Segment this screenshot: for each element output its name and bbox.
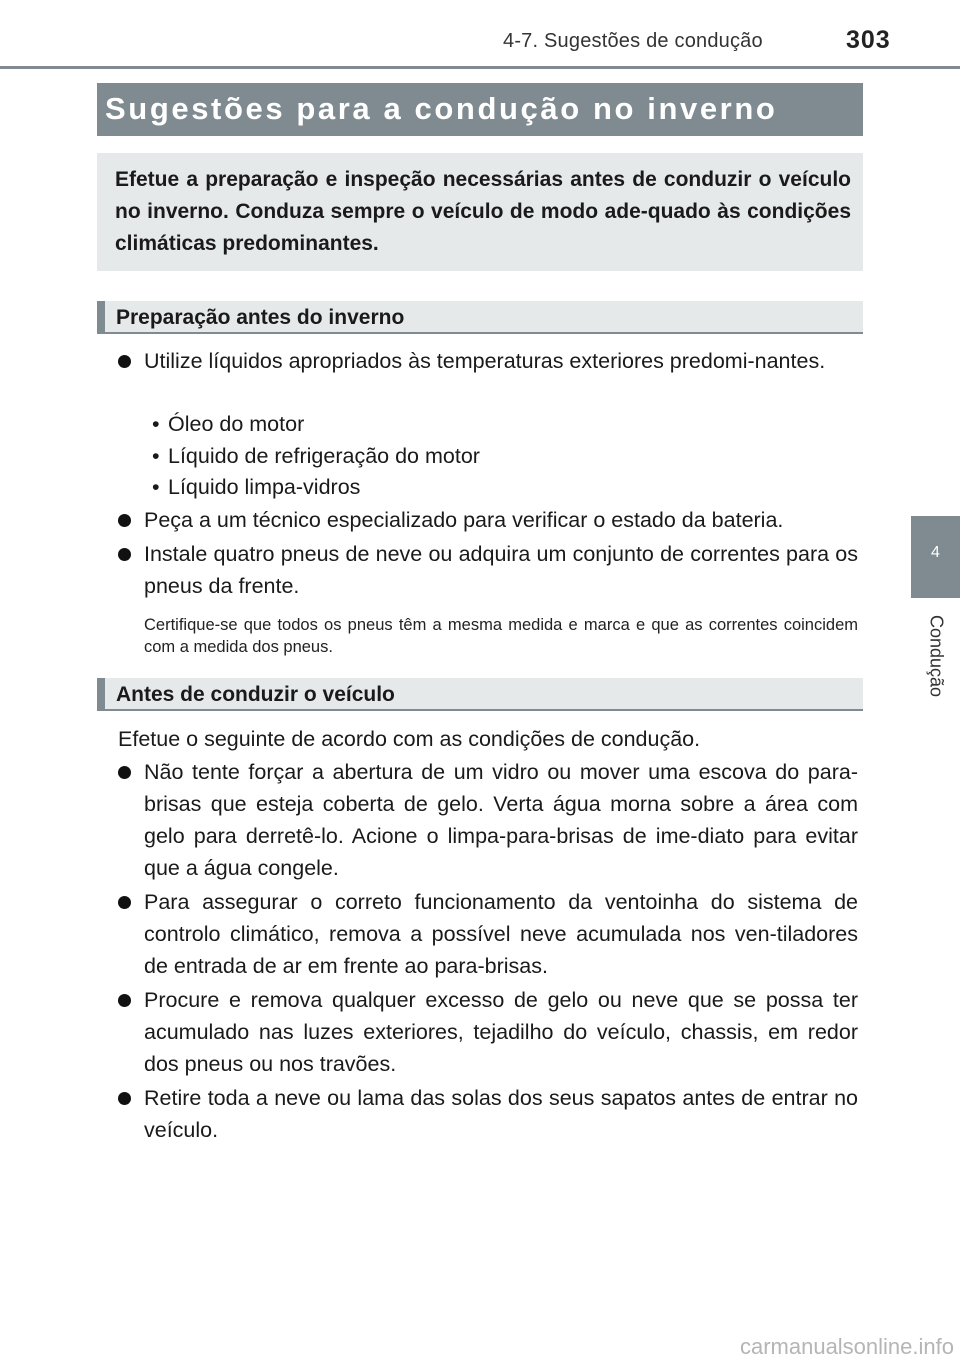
sub-list-item-text: Óleo do motor [168,412,305,436]
section-heading-before-driving [97,678,863,711]
list-item [118,984,858,1080]
watermark: carmanualsonline.info [739,1334,954,1359]
intro-text: Efetue a preparação e inspeção necessárias antes de conduzir o veículo no inverno. Conduza sempre o veículo de modo ade-quado às condições climáticas predominantes. [115,168,851,255]
sub-bullet-icon: • [152,412,160,436]
chapter-tab-number: 4 [931,544,940,561]
chapter-tab[interactable] [911,516,960,598]
list-item [118,886,858,982]
header-section-title: 4-7. Sugestões de condução [503,30,763,52]
sub-list-item [152,471,360,503]
sub-list-item [152,440,480,472]
intro-box [97,153,863,271]
header-rule [0,66,960,69]
list-item-text: Instale quatro pneus de neve ou adquira um conjunto de correntes para os pneus da frente. [144,542,858,598]
list-item [118,504,858,536]
sub-bullet-icon: • [152,444,160,468]
section-heading-preparation [97,301,863,334]
list-item-text: Para assegurar o correto funcionamento da ventoinha do sistema de controlo climático, remova a possível neve acumulada nos ven-tiladores de entrada de ar em frente ao para-brisas. [144,890,858,978]
note-text: Certifique-se que todos os pneus têm a mesma medida e marca e que as correntes coincidem com a medida dos pneus. [144,616,858,656]
list-item [118,345,858,377]
sub-bullet-icon: • [152,475,160,499]
bullet-icon [118,1092,131,1105]
list-item-text: Peça a um técnico especializado para verificar o estado da bateria. [144,508,784,532]
bullet-icon [118,514,131,527]
list-item [118,1082,858,1146]
sub-list-item-text: Líquido de refrigeração do motor [168,444,480,468]
section-intro-text: Efetue o seguinte de acordo com as condições de condução. [118,727,701,751]
list-item-text: Utilize líquidos apropriados às temperaturas exteriores predomi-nantes. [144,349,826,373]
page-title-band [97,83,863,136]
bullet-icon [118,548,131,561]
sub-list-item [152,408,304,440]
list-item [118,756,858,884]
bullet-icon [118,896,131,909]
chapter-tab-label: Condução [926,614,947,698]
bullet-icon [118,355,131,368]
list-item-text: Procure e remova qualquer excesso de gelo ou neve que se possa ter acumulado nas luzes exteriores, tejadilho do veículo, chassis, em redor dos pneus ou nos travões. [144,988,858,1076]
page-number: 303 [846,26,891,54]
bullet-icon [118,994,131,1007]
bullet-icon [118,766,131,779]
page-title: Sugestões para a condução no inverno [105,91,778,126]
sub-list-item-text: Líquido limpa-vidros [168,475,361,499]
list-item [118,538,858,602]
list-item-text: Retire toda a neve ou lama das solas dos seus sapatos antes de entrar no veículo. [144,1086,858,1142]
section-heading-text: Antes de conduzir o veículo [116,683,395,706]
section-heading-text: Preparação antes do inverno [116,306,405,329]
list-item-text: Não tente forçar a abertura de um vidro ou mover uma escova do para-brisas que esteja coberta de gelo. Verta água morna sobre a área com gelo para derretê-lo. Acione o limpa-para-brisas de ime-diato para evitar que a água congele. [144,760,858,880]
